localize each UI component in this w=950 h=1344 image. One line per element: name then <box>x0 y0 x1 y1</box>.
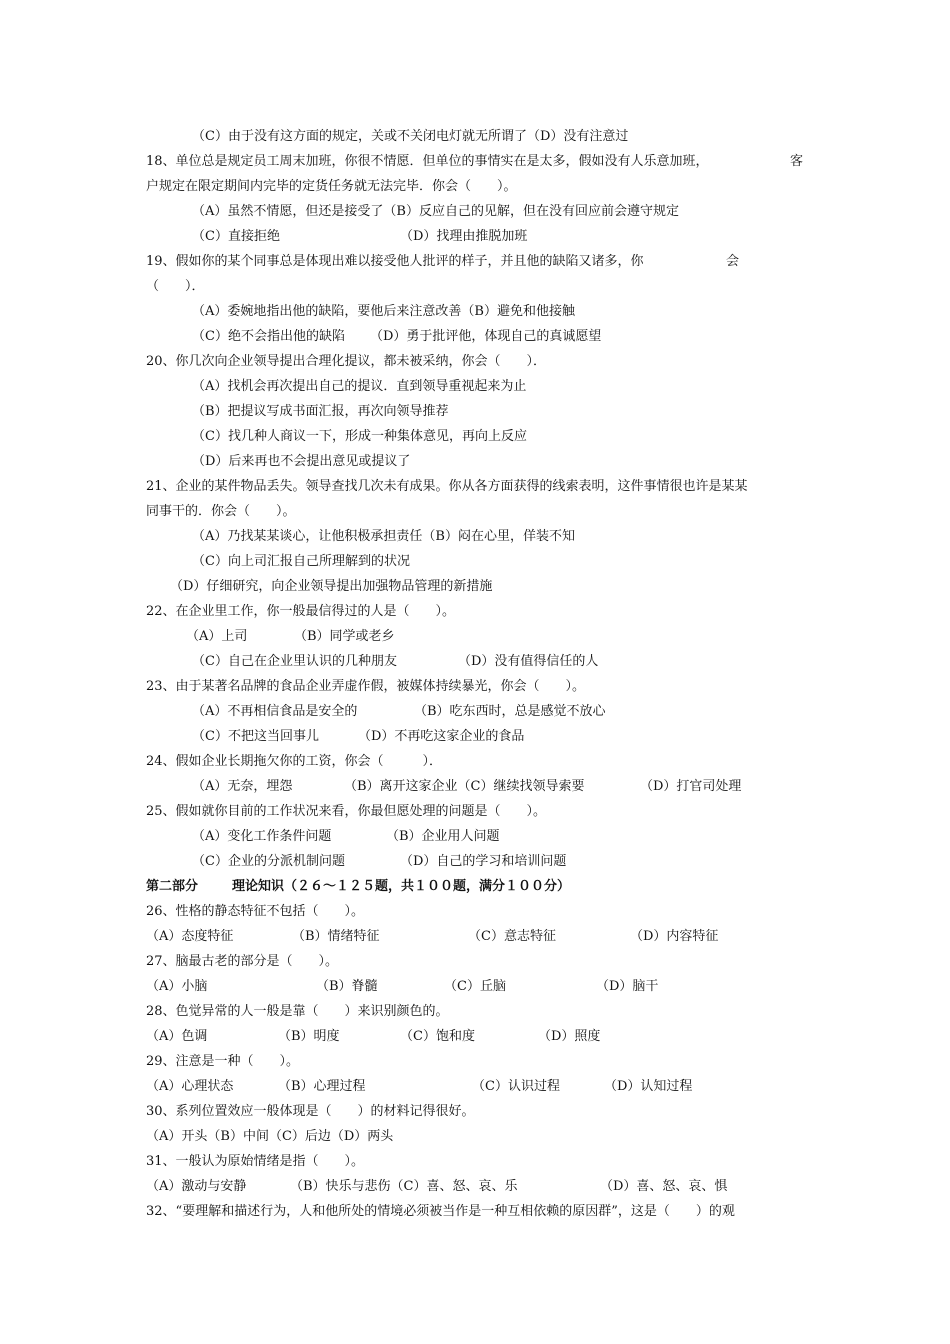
question-27: 27、脑最古老的部分是（ ）。 <box>146 954 339 969</box>
option-c: （C）找几种人商议一下，形成一种集体意见，再向上反应 <box>192 429 527 444</box>
option-a: （A）上司 <box>186 629 248 644</box>
option-d: （D）照度 <box>538 1029 601 1044</box>
question-22: 22、在企业里工作，你一般最信得过的人是（ ）。 <box>146 604 456 619</box>
question-29: 29、注意是一种（ ）。 <box>146 1054 300 1069</box>
option-d: （D）喜、怒、哀、惧 <box>600 1179 728 1194</box>
text-line: 会 <box>726 254 740 269</box>
option-b: （B）同学或老乡 <box>294 629 395 644</box>
text-line: 户规定在限定期间内完毕的定货任务就无法完毕．你会（ ）。 <box>146 179 517 194</box>
option-d: （D）内容特征 <box>630 929 719 944</box>
question-19: 19、假如你的某个同事总是体现出难以接受他人批评的样子，并且他的缺陷又诸多，你 <box>146 254 644 269</box>
text-line: （C）由于没有这方面的规定，关或不关闭电灯就无所谓了（D）没有注意过 <box>192 129 629 144</box>
option-d: （D）自己的学习和培训问题 <box>400 854 567 869</box>
option-d: （D）勇于批评他，体现自己的真诚愿望 <box>370 329 602 344</box>
option-c: （C）意志特征 <box>468 929 556 944</box>
option-c: （C）认识过程 <box>472 1079 560 1094</box>
text-line: 客 <box>790 154 804 169</box>
question-30: 30、系列位置效应一般体现是（ ）的材料记得很好。 <box>146 1104 475 1119</box>
option-d: （D）打官司处理 <box>640 779 742 794</box>
option-b: （B）把提议写成书面汇报，再次向领导推荐 <box>192 404 449 419</box>
option-c: （C）丘脑 <box>444 979 506 994</box>
option-b: （B）情绪特征 <box>292 929 380 944</box>
option-line: （A）开头（B）中间（C）后边（D）两头 <box>146 1129 394 1144</box>
option-d: （D）后来再也不会提出意见或提议了 <box>192 454 411 469</box>
option-a: （A）激动与安静 <box>146 1179 247 1194</box>
option-d: （D）不再吃这家企业的食品 <box>358 729 525 744</box>
option-line: （A）委婉地指出他的缺陷，要他后来注意改善（B）避免和他接触 <box>192 304 575 319</box>
question-18: 18、单位总是规定员工周末加班，你很不情愿．但单位的事情实在是太多，假如没有人乐意加班， <box>146 154 709 169</box>
section-subheading: 理论知识（２６～１２５题，共１００题，满分１００分） <box>232 879 571 894</box>
question-25: 25、假如就你目前的工作状况来看，你最但愿处理的问题是（ ）。 <box>146 804 547 819</box>
option-a: （A）态度特征 <box>146 929 234 944</box>
option-c: （C）自己在企业里认识的几种朋友 <box>192 654 397 669</box>
option-c: （C）向上司汇报自己所理解到的状况 <box>192 554 410 569</box>
option-b: （B）明度 <box>278 1029 340 1044</box>
option-b: （B）脊髓 <box>316 979 378 994</box>
option-a: （A）色调 <box>146 1029 208 1044</box>
text-line: （ ）． <box>146 279 205 294</box>
option-b: （B）吃东西时，总是感觉不放心 <box>414 704 606 719</box>
option-a: （A）小脑 <box>146 979 208 994</box>
option-line: （A）乃找某某谈心，让他积极承担责任（B）闷在心里，佯装不知 <box>192 529 575 544</box>
question-24: 24、假如企业长期拖欠你的工资，你会（ ）． <box>146 754 443 769</box>
question-32: 32、“要理解和描述行为，人和他所处的情境必须被当作是一种互相依赖的原因群”，这是（ ）的观 <box>146 1204 735 1219</box>
option-a: （A）心理状态 <box>146 1079 234 1094</box>
option-c: （C）直接拒绝 <box>192 229 280 244</box>
option-c: （C）企业的分派机制问题 <box>192 854 345 869</box>
option-a: （A）不再相信食品是安全的 <box>192 704 358 719</box>
question-28: 28、色觉异常的人一般是靠（ ）来识别颜色的。 <box>146 1004 449 1019</box>
option-c: （C）饱和度 <box>400 1029 475 1044</box>
text-line: 同事干的．你会（ ）。 <box>146 504 296 519</box>
option-line: （A）虽然不情愿，但还是接受了（B）反应自己的见解，但在没有回应前会遵守规定 <box>192 204 679 219</box>
option-c: （C）绝不会指出他的缺陷 <box>192 329 345 344</box>
section-heading: 第二部分 <box>146 879 199 894</box>
option-a: （A）无奈，埋怨 <box>192 779 293 794</box>
question-20: 20、你几次向企业领导提出合理化提议，都未被采纳，你会（ ）． <box>146 354 547 369</box>
question-31: 31、一般认为原始情绪是指（ ）。 <box>146 1154 365 1169</box>
question-21: 21、企业的某件物品丢失。领导查找几次未有成果。你从各方面获得的线索表明，这件事情很也许是某某 <box>146 479 748 494</box>
question-26: 26、性格的静态特征不包括（ ）。 <box>146 904 365 919</box>
option-d: （D）脑干 <box>596 979 659 994</box>
option-d: （D）没有值得信任的人 <box>458 654 599 669</box>
option-bc: （B）离开这家企业（C）继续找领导索要 <box>344 779 585 794</box>
option-c: （C）不把这当回事儿 <box>192 729 319 744</box>
option-b: （B）心理过程 <box>278 1079 366 1094</box>
question-23: 23、由于某著名品牌的食品企业弄虚作假，被媒体持续暴光，你会（ ）。 <box>146 679 586 694</box>
option-a: （A）找机会再次提出自己的提议．直到领导重视起来为止 <box>192 379 527 394</box>
option-b: （B）企业用人问题 <box>386 829 500 844</box>
option-d: （D）找理由推脱加班 <box>400 229 528 244</box>
option-d: （D）认知过程 <box>604 1079 693 1094</box>
option-a: （A）变化工作条件问题 <box>192 829 332 844</box>
option-d: （D）仔细研究，向企业领导提出加强物品管理的新措施 <box>170 579 493 594</box>
option-bc: （B）快乐与悲伤（C）喜、怒、哀、乐 <box>290 1179 518 1194</box>
